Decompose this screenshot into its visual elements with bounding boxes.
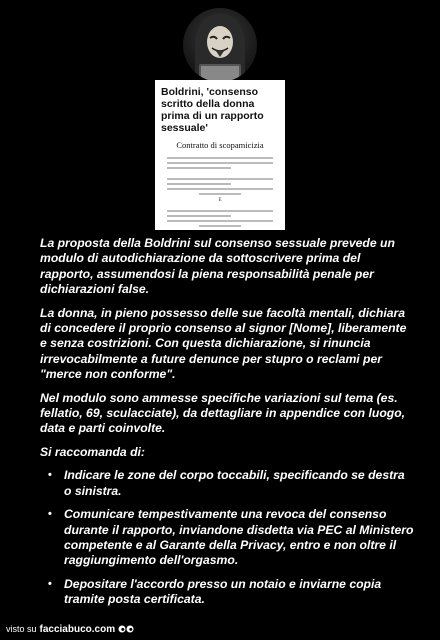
paragraph: Si raccomanda di:: [40, 444, 145, 459]
contract-body: [155, 150, 285, 195]
avatar-hacker-image: [183, 8, 257, 82]
footer-site-name: facciabuco.com: [39, 623, 116, 635]
contract-title: Contratto di scopamicizia: [176, 140, 264, 150]
list-item: • Comunicare tempestivamente una revoca del consenso durante il rapporto, inviandone disdetta via PEC al Ministero competente e al Garante della Privacy, entro e non oltre il raggiungimento dell'orgasmo.: [40, 507, 415, 569]
clipping-headline: Boldrini, 'consenso scritto della donna prima di un rapporto sessuale': [161, 86, 264, 134]
paragraph: La proposta della Boldrini sul consenso sessuale prevede un modulo di autodichiarazione da sottoscrivere prima del rapporto, assumendosi la piena responsabilità penale per dichiarazioni false.: [40, 236, 395, 297]
recommendation-list: [40, 468, 415, 607]
list-item: • Depositare l'accordo presso un notaio e inviarne copia tramite posta certificata.: [40, 577, 415, 608]
list-item: • Indicare le zone del corpo toccabili, specificando se destra o sinistra.: [40, 468, 415, 499]
paragraph: Nel modulo sono ammesse specifiche variazioni sul tema (es. fellatio, 69, sculacciate), da dettagliare in appendice con luogo, data e parti coinvolte.: [40, 390, 406, 436]
eyes-logo-icon: [118, 624, 134, 634]
contract-body-2: [155, 203, 285, 230]
footer-prefix: visto su: [6, 624, 37, 634]
paragraph: La donna, in pieno possesso delle sue facoltà mentali, dichiara di concedere il proprio consenso al signor [Nome], liberamente e senza costrizioni. Con questa dichiarazione, si rinuncia irrevocabilmente a future denunce per stupro o reclami per "merce non conforme".: [40, 305, 407, 382]
article-text: [40, 236, 415, 616]
news-clipping-image: [155, 80, 285, 230]
footer-watermark: [6, 622, 134, 636]
contract-separator: E: [218, 198, 222, 203]
